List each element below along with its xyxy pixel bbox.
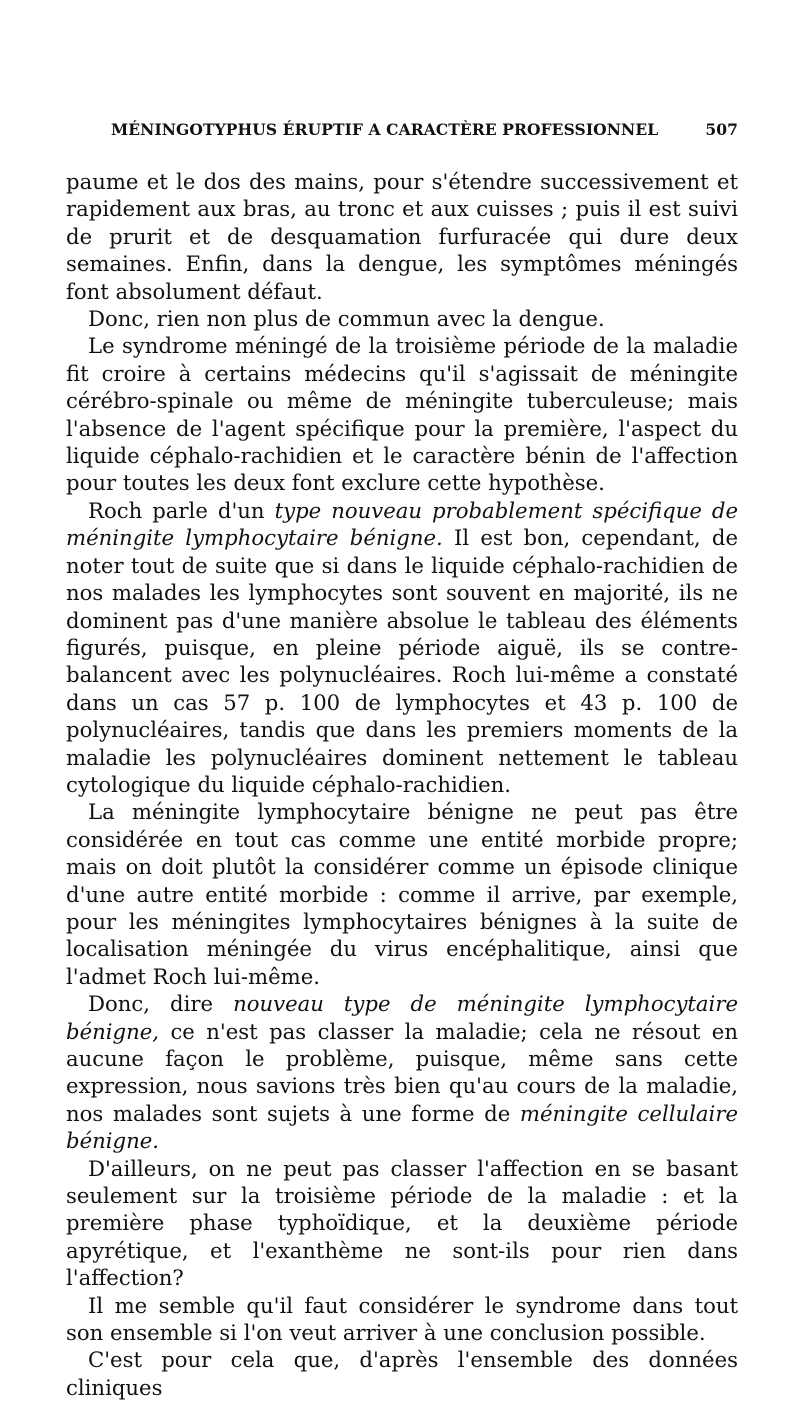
text-run: Donc, rien non plus de commun avec la dengue.: [88, 306, 605, 332]
page-number: 507: [705, 120, 738, 139]
text-run: C'est pour cela que, d'après l'ensemble des données cliniques: [66, 1347, 738, 1400]
italic-phrase: nouveau type de méningite lymphocytaire bénigne,: [66, 991, 739, 1044]
text-run: Donc, dire: [88, 991, 234, 1017]
paragraph: [66, 798, 738, 990]
paragraph: [66, 332, 738, 496]
text-run: Il me semble qu'il faut considérer le syndrome dans tout son ensemble si l'on veut arriver à une conclusion possible.: [66, 1292, 738, 1346]
paragraph: [66, 990, 738, 1154]
text-run: Roch parle d'un: [88, 497, 275, 523]
paragraph: [66, 1155, 738, 1292]
italic-phrase: méningite cellulaire bénigne.: [66, 1100, 738, 1154]
text-run: La méningite lymphocytaire bénigne ne peut pas être considérée en tout cas comme une entité morbide propre; mais on doit plutôt la considérer comme un épisode clinique d'une autre entité morbide : comme il arrive, par exemple, pour les méningites lymphocytaires bénignes à la suite de localisation méningée du virus encéphalitique, ainsi que l'admet Roch lui-même.: [66, 799, 738, 989]
paragraph: [66, 497, 738, 798]
text-run: paume et le dos des mains, pour s'étendre successivement et rapidement aux bras, au tronc et aux cuisses ; puis il est suivi de prurit et de desquamation furfuracée qui dure deux semaines. Enfin, dans la dengue, les symptômes méningés font absolument défaut.: [66, 169, 738, 304]
paragraph: [66, 305, 738, 332]
paragraph: [66, 1346, 738, 1401]
paragraph: [66, 168, 738, 305]
body-text: [66, 168, 738, 1401]
text-run: D'ailleurs, on ne peut pas classer l'affection en se basant seulement sur la troisième période de la maladie : et la première phase typhoïdique, et la deuxième période apyrétique, et l'exanthème ne sont-ils pour rien dans l'affection?: [66, 1155, 738, 1291]
text-run: Il est bon, cependant, de noter tout de suite que si dans le liquide céphalo-rachidien de nos malades les lymphocytes sont souvent en majorité, ils ne dominent pas d'une manière absolue le tableau des éléments figurés, puisque, en pleine période aiguë, ils se contre-balancent avec les polynucléaires. Roch lui-même a constaté dans un cas 57 p. 100 de lymphocytes et 43 p. 100 de polynucléaires, tandis que dans les premiers moments de la maladie les polynucléaires dominent nettement le tableau cytologique du liquide céphalo-rachidien.: [66, 525, 738, 797]
paragraph: [66, 1292, 738, 1347]
running-title: MÉNINGOTYPHUS ÉRUPTIF A CARACTÈRE PROFESSIONNEL: [111, 120, 659, 139]
text-run: ce n'est pas classer la maladie; cela ne résout en aucune façon le problème, puisque, même sans cette expression, nous savions très bien qu'au cours de la maladie, nos malades sont sujets à une forme de: [66, 1018, 738, 1126]
running-head: [111, 118, 738, 142]
text-run: Le syndrome méningé de la troisième période de la maladie fit croire à certains médecins qu'il s'agissait de méningite cérébro-spinale ou même de méningite tuberculeuse; mais l'absence de l'agent spécifique pour la première, l'aspect du liquide céphalo-rachidien et le caractère bénin de l'affection pour toutes les deux font exclure cette hypothèse.: [66, 333, 738, 496]
italic-phrase: type nouveau probablement spécifique de méningite lymphocytaire bénigne.: [66, 497, 738, 551]
book-page: [66, 118, 738, 1401]
